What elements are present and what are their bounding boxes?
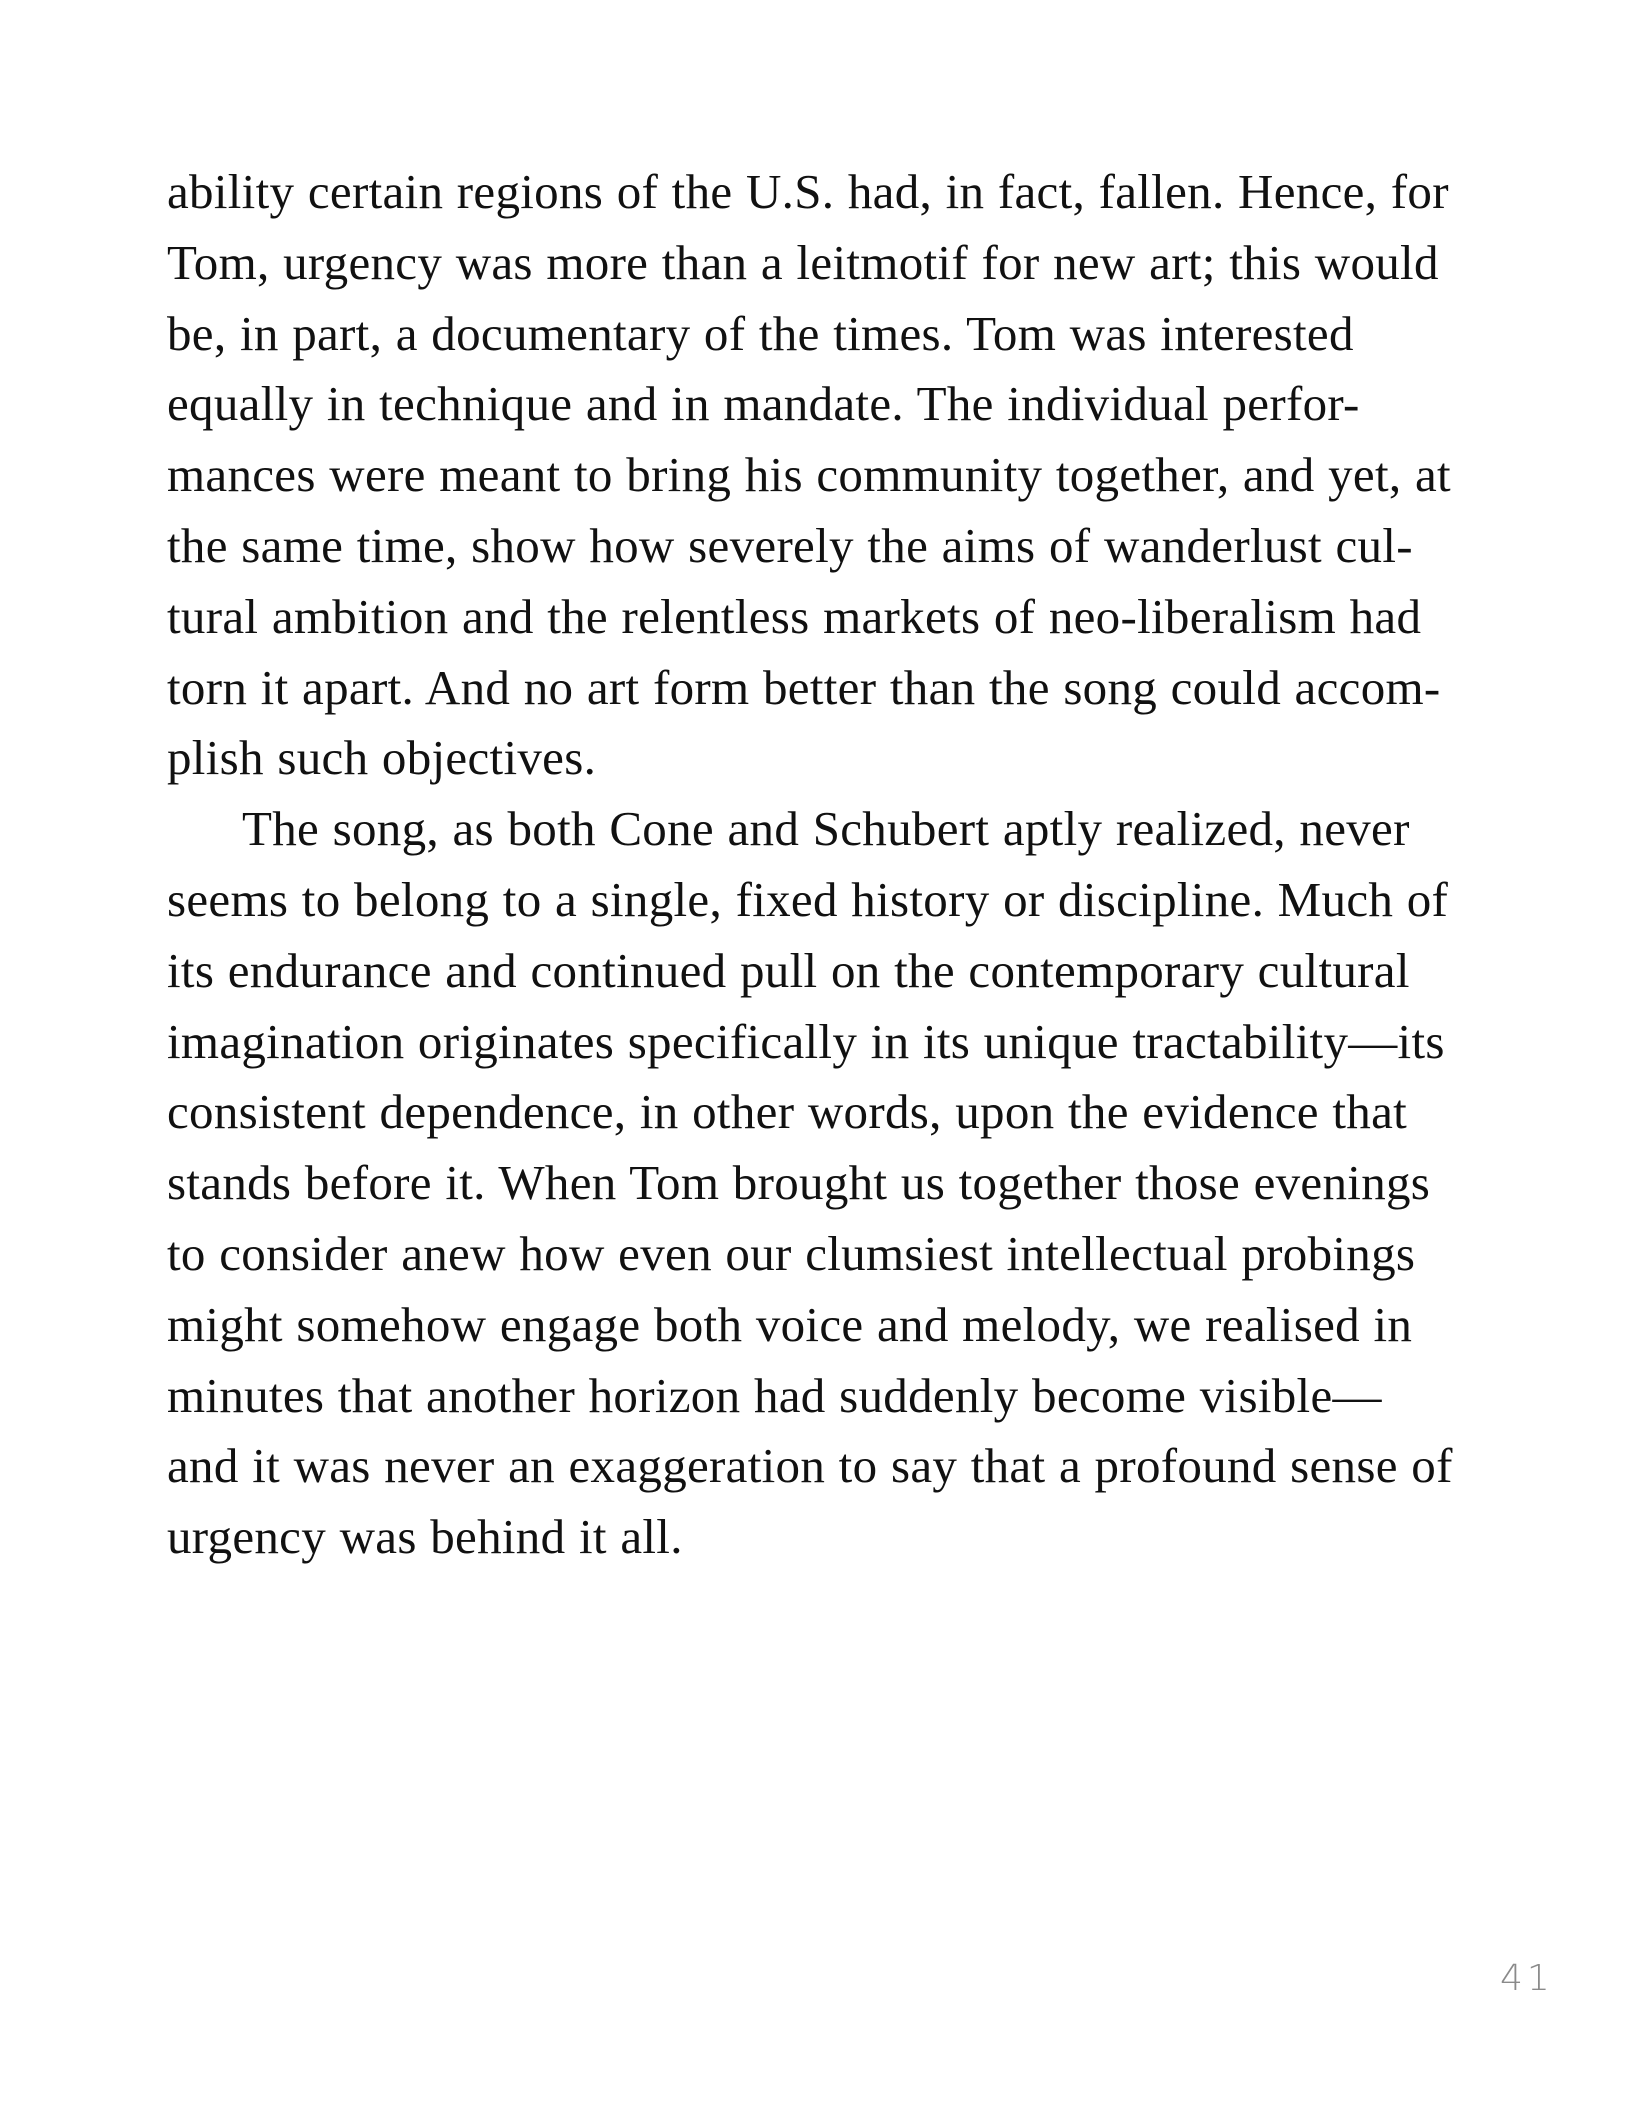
paragraph-1: [167, 157, 1497, 794]
text-line: equally in technique and in mandate. The individual perfor-: [167, 376, 1360, 432]
text-line: urgency was behind it all.: [167, 1509, 683, 1565]
paragraph-2: [167, 794, 1497, 1573]
text-line: might somehow engage both voice and melody, we realised in: [167, 1296, 1413, 1352]
page-number: 41: [1500, 1958, 1554, 1999]
text-line: torn it apart. And no art form better than the song could accom-: [167, 659, 1441, 715]
text-line: its endurance and continued pull on the contemporary cultural: [167, 942, 1410, 998]
text-line: and it was never an exaggeration to say that a profound sense of: [167, 1438, 1453, 1494]
text-line: Tom, urgency was more than a leitmotif for new art; this would: [167, 234, 1439, 290]
text-line: the same time, show how severely the aims of wanderlust cul-: [167, 517, 1413, 573]
text-line-indented: The song, as both Cone and Schubert aptly realized, never: [242, 801, 1410, 857]
text-line: plish such objectives.: [167, 730, 597, 786]
text-line: mances were meant to bring his community together, and yet, at: [167, 447, 1451, 503]
text-line: stands before it. When Tom brought us together those evenings: [167, 1155, 1431, 1211]
text-line: minutes that another horizon had suddenly become visible—: [167, 1367, 1382, 1423]
body-text: [167, 157, 1497, 1573]
text-line: imagination originates specifically in its unique tractability—its: [167, 1013, 1445, 1069]
text-line: to consider anew how even our clumsiest intellectual probings: [167, 1225, 1416, 1281]
text-line: tural ambition and the relentless markets of neo-liberalism had: [167, 588, 1422, 644]
text-line: ability certain regions of the U.S. had, in fact, fallen. Hence, for: [167, 164, 1449, 219]
text-line: be, in part, a documentary of the times. Tom was interested: [167, 305, 1354, 361]
text-line: consistent dependence, in other words, upon the evidence that: [167, 1084, 1408, 1140]
text-line: seems to belong to a single, fixed history or discipline. Much of: [167, 871, 1449, 927]
